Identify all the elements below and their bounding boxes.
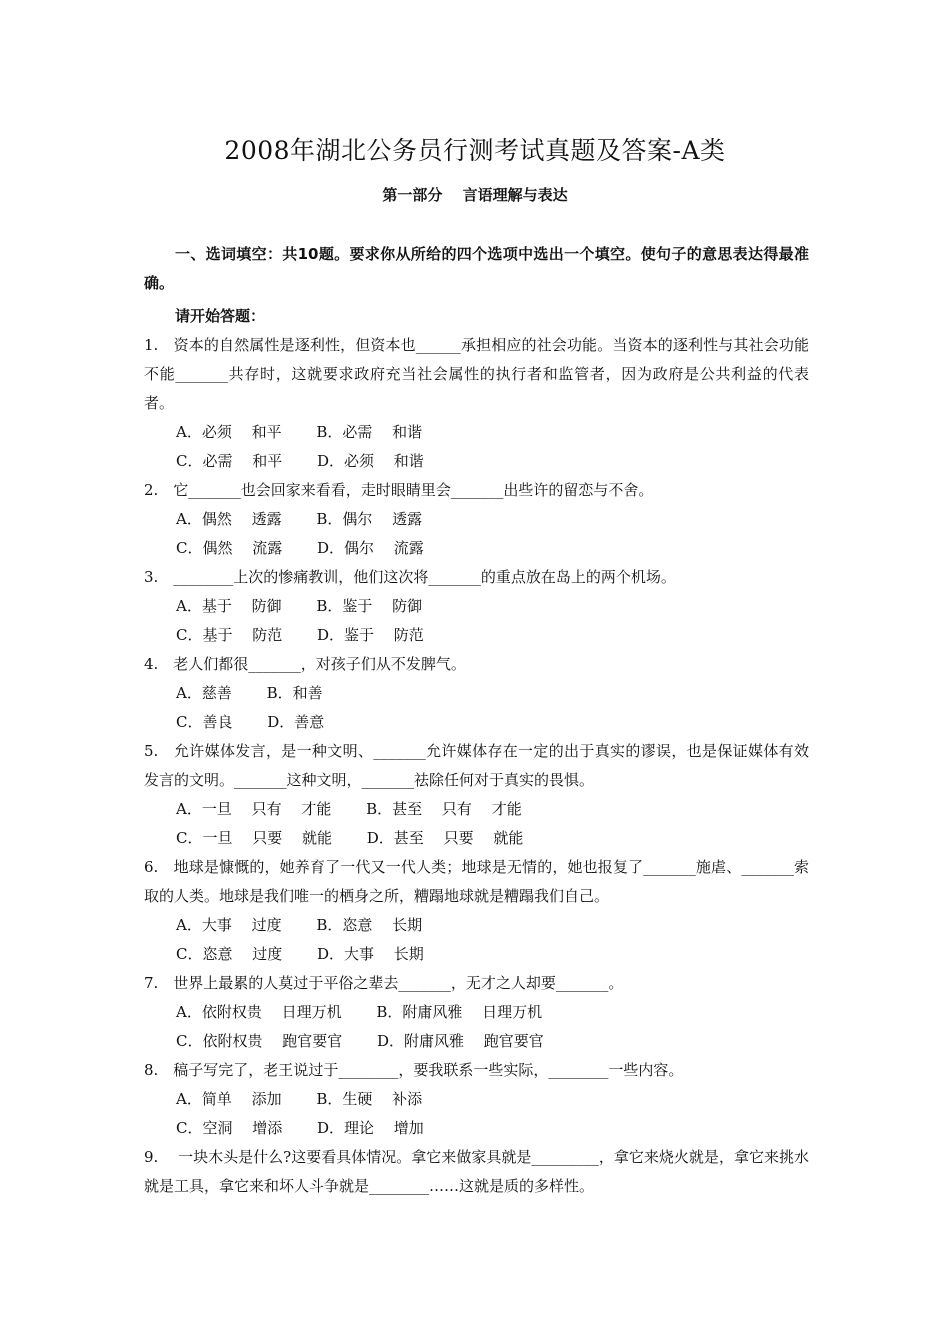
- question-text: 6. 地球是慷慨的，她养育了一代又一代人类；地球是无情的，她也报复了_______施虐、_______索取的人类。地球是我们唯一的栖身之所，糟蹋地球就是糟蹋我们自己。: [144, 858, 809, 905]
- options-row: C．恣意 过度 D．大事 长期: [176, 945, 424, 963]
- document-body: [144, 240, 809, 1201]
- options-row: A．大事 过度 B．恣意 长期: [176, 916, 423, 934]
- options-row: C．善良 D．善意: [176, 713, 325, 731]
- options-row: C．必需 和平 D．必须 和谐: [176, 452, 424, 470]
- options-row: A．基于 防御 B．鉴于 防御: [176, 597, 423, 615]
- question-text: 1. 资本的自然属性是逐利性，但资本也______承担相应的社会功能。当资本的逐利性与其社会功能不能_______共存时，这就要求政府充当社会属性的执行者和监管者，因为政府是公共利益的代表者。: [144, 336, 809, 412]
- document-title: 2008年湖北公务员行测考试真题及答案-A类: [224, 136, 726, 165]
- options-row: A．一旦 只有 才能 B．甚至 只有 才能: [176, 800, 522, 818]
- question-text: 7. 世界上最累的人莫过于平俗之辈去_______，无才之人却要_______。: [144, 974, 624, 992]
- question-text: 3. ________上次的惨痛教训，他们这次将_______的重点放在岛上的两个机场。: [144, 568, 676, 586]
- options-row: C．一旦 只要 就能 D．甚至 只要 就能: [176, 829, 524, 847]
- start-label: 请开始答题：: [175, 307, 266, 325]
- options-row: C．依附权贵 跑官要官 D．附庸风雅 跑官要官: [176, 1032, 544, 1050]
- options-row: C．空洞 增添 D．理论 增加: [176, 1119, 424, 1137]
- options-row: A．简单 添加 B．生硬 补添: [176, 1090, 423, 1108]
- question-text: 2. 它_______也会回家来看看，走时眼睛里会_______出些许的留恋与不舍。: [144, 481, 654, 499]
- question-text: 5. 允许媒体发言，是一种文明、_______允许媒体存在一定的出于真实的谬误，也是保证媒体有效发言的文明。_______这种文明，_______祛除任何对于真实的畏惧。: [144, 742, 809, 789]
- question-1: [144, 331, 809, 476]
- question-2: [144, 476, 809, 563]
- question-8: [144, 1056, 809, 1143]
- question-4: [144, 650, 809, 737]
- options-row: A．慈善 B．和善: [176, 684, 323, 702]
- question-text: 8. 稿子写完了，老王说过于________，要我联系一些实际，________一些内容。: [144, 1061, 684, 1079]
- question-5: [144, 737, 809, 853]
- options-row: C．基于 防范 D．鉴于 防范: [176, 626, 424, 644]
- question-6: [144, 853, 809, 969]
- options-row: A．依附权贵 日理万机 B．附庸风雅 日理万机: [176, 1003, 543, 1021]
- options-row: A．偶然 透露 B．偶尔 透露: [176, 510, 423, 528]
- section-instruction: 一、选词填空：共10题。要求你从所给的四个选项中选出一个填空。使句子的意思表达得最准确。: [144, 245, 809, 292]
- question-7: [144, 969, 809, 1056]
- part-heading: 第一部分 言语理解与表达: [382, 186, 568, 204]
- options-row: C．偶然 流露 D．偶尔 流露: [176, 539, 424, 557]
- question-3: [144, 563, 809, 650]
- question-text: 4. 老人们都很_______，对孩子们从不发脾气。: [144, 655, 466, 673]
- question-9: [144, 1143, 809, 1201]
- options-row: A．必须 和平 B．必需 和谐: [176, 423, 423, 441]
- question-text: 9. 一块木头是什么?这要看具体情况。拿它来做家具就是_________，拿它来烧火就是，拿它来挑水就是工具，拿它来和坏人斗争就是________……这就是质的多样性。: [144, 1148, 809, 1195]
